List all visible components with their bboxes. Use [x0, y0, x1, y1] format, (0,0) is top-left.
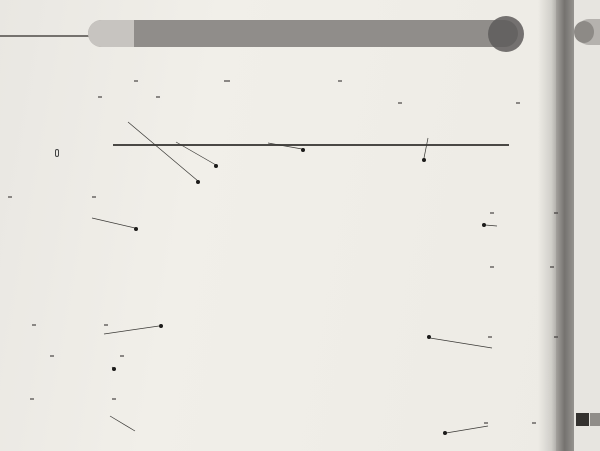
- note-train-type-legend: [230, 80, 338, 82]
- note-parentheses: [402, 102, 516, 104]
- note-weekday-suspension: [138, 80, 224, 82]
- note-train-pass: [488, 422, 532, 424]
- adjacent-page: [574, 0, 600, 451]
- margin-rule: [0, 35, 90, 37]
- note-previous-section-page: [12, 196, 92, 198]
- note-max-speed: [102, 96, 156, 98]
- adjacent-banner-dot: [574, 21, 594, 43]
- direction-badge: [55, 149, 59, 157]
- line-section-label: [55, 146, 59, 446]
- note-km-from-origin: [54, 355, 120, 357]
- adjacent-black-tab: [576, 413, 589, 426]
- note-signal-station: [36, 324, 104, 326]
- page-gutter-shadow: [538, 0, 576, 451]
- adjacent-gray-tab: [590, 413, 600, 426]
- note-station-marker-legend: [34, 398, 112, 400]
- banner-end-dot: [488, 16, 524, 52]
- title-banner: [88, 20, 518, 47]
- timetable: [113, 144, 509, 146]
- banner-left-cap: [88, 20, 134, 47]
